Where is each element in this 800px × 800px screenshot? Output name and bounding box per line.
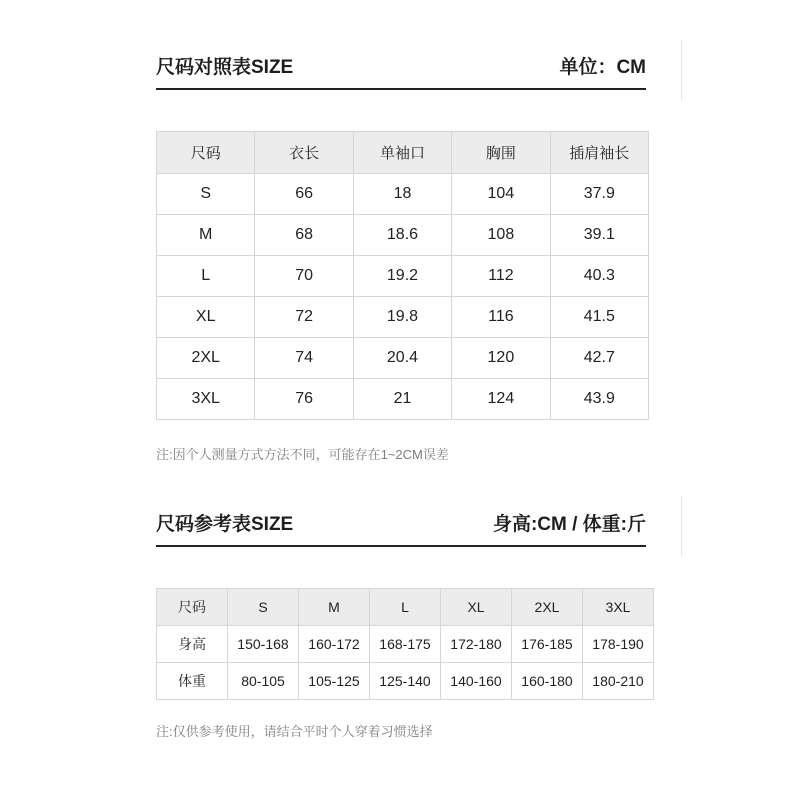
table-cell: 105-125 bbox=[299, 663, 370, 700]
table-row bbox=[157, 174, 649, 215]
table-header-cell: 2XL bbox=[512, 589, 583, 626]
table-cell: XL bbox=[157, 297, 255, 338]
table-header-cell: 插肩袖长 bbox=[550, 132, 648, 174]
table-row bbox=[157, 215, 649, 256]
table-cell: 104 bbox=[452, 174, 550, 215]
table-header-cell: 3XL bbox=[583, 589, 654, 626]
table-row bbox=[157, 379, 649, 420]
table-cell: L bbox=[157, 256, 255, 297]
table-cell: 160-172 bbox=[299, 626, 370, 663]
table-cell: 37.9 bbox=[550, 174, 648, 215]
table-cell: 66 bbox=[255, 174, 353, 215]
table-cell: 41.5 bbox=[550, 297, 648, 338]
size-reference-title: 尺码参考表SIZE bbox=[156, 514, 294, 535]
table-cell: 176-185 bbox=[512, 626, 583, 663]
row-label: 体重 bbox=[157, 663, 228, 700]
size-reference-table bbox=[156, 588, 654, 700]
table-header-cell: L bbox=[370, 589, 441, 626]
table-cell: 39.1 bbox=[550, 215, 648, 256]
size-chart-table bbox=[156, 131, 649, 420]
table-row bbox=[157, 663, 654, 700]
table-cell: 40.3 bbox=[550, 256, 648, 297]
measurement-note: 注:因个人测量方式方法不同，可能存在1~2CM误差 bbox=[156, 447, 449, 462]
table-cell: 150-168 bbox=[228, 626, 299, 663]
table-cell: 18 bbox=[353, 174, 451, 215]
table-row bbox=[157, 626, 654, 663]
size-reference-unit: 身高:CM / 体重:斤 bbox=[492, 514, 646, 535]
table-header-row bbox=[157, 132, 649, 174]
table-cell: 72 bbox=[255, 297, 353, 338]
table-header-cell: XL bbox=[441, 589, 512, 626]
size-chart-divider bbox=[156, 88, 646, 90]
table-header-cell: 胸围 bbox=[452, 132, 550, 174]
table-cell: 168-175 bbox=[370, 626, 441, 663]
edge-line bbox=[681, 496, 682, 556]
table-header-cell: 单袖口 bbox=[353, 132, 451, 174]
table-cell: 108 bbox=[452, 215, 550, 256]
row-label: 身高 bbox=[157, 626, 228, 663]
table-cell: 160-180 bbox=[512, 663, 583, 700]
table-cell: 80-105 bbox=[228, 663, 299, 700]
table-cell: 180-210 bbox=[583, 663, 654, 700]
table-cell: 70 bbox=[255, 256, 353, 297]
table-cell: 19.8 bbox=[353, 297, 451, 338]
table-row bbox=[157, 256, 649, 297]
table-header-cell: 尺码 bbox=[157, 132, 255, 174]
size-chart-title: 尺码对照表SIZE bbox=[156, 57, 294, 78]
table-cell: 120 bbox=[452, 338, 550, 379]
table-cell: 124 bbox=[452, 379, 550, 420]
table-cell: 76 bbox=[255, 379, 353, 420]
size-reference-header bbox=[156, 510, 646, 536]
table-cell: 43.9 bbox=[550, 379, 648, 420]
table-header-cell: 衣长 bbox=[255, 132, 353, 174]
edge-line bbox=[681, 40, 682, 100]
table-header-cell: S bbox=[228, 589, 299, 626]
size-chart-header bbox=[156, 53, 646, 79]
table-cell: 19.2 bbox=[353, 256, 451, 297]
table-row bbox=[157, 297, 649, 338]
table-cell: 74 bbox=[255, 338, 353, 379]
table-cell: 178-190 bbox=[583, 626, 654, 663]
table-cell: M bbox=[157, 215, 255, 256]
table-cell: 2XL bbox=[157, 338, 255, 379]
table-cell: 140-160 bbox=[441, 663, 512, 700]
table-cell: 125-140 bbox=[370, 663, 441, 700]
size-chart-unit: 单位：CM bbox=[559, 57, 646, 78]
table-cell: 112 bbox=[452, 256, 550, 297]
table-cell: 172-180 bbox=[441, 626, 512, 663]
table-cell: 68 bbox=[255, 215, 353, 256]
table-cell: 21 bbox=[353, 379, 451, 420]
table-header-cell: 尺码 bbox=[157, 589, 228, 626]
table-row bbox=[157, 338, 649, 379]
table-cell: 3XL bbox=[157, 379, 255, 420]
table-header-cell: M bbox=[299, 589, 370, 626]
reference-note: 注:仅供参考使用，请结合平时个人穿着习惯选择 bbox=[156, 724, 433, 739]
table-cell: 42.7 bbox=[550, 338, 648, 379]
table-header-row bbox=[157, 589, 654, 626]
table-cell: 20.4 bbox=[353, 338, 451, 379]
size-reference-divider bbox=[156, 545, 646, 547]
table-cell: 18.6 bbox=[353, 215, 451, 256]
table-cell: 116 bbox=[452, 297, 550, 338]
table-cell: S bbox=[157, 174, 255, 215]
